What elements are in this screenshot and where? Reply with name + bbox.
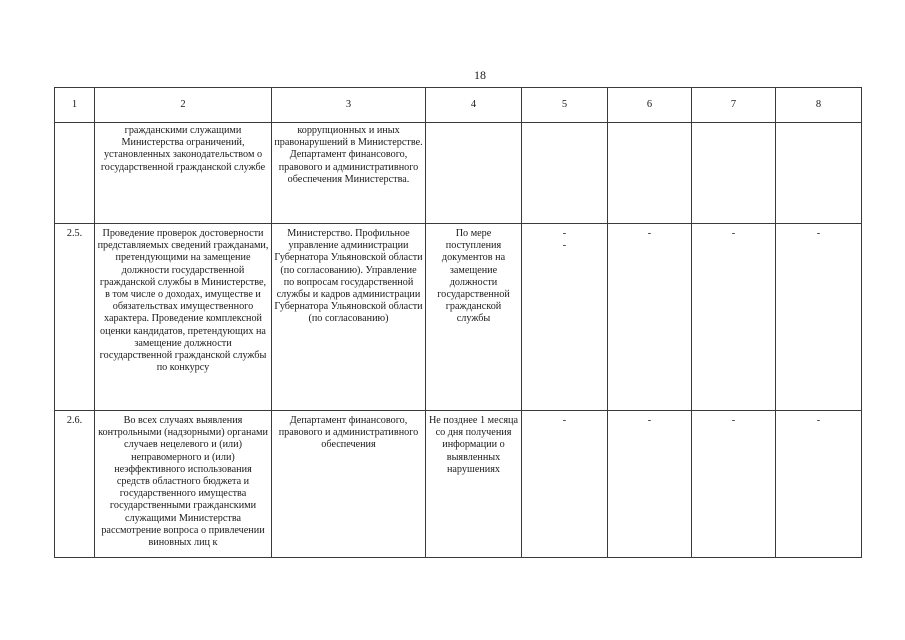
header-row — [55, 88, 862, 123]
cell-7 — [692, 123, 776, 224]
header-cell-1: 1 — [55, 88, 95, 123]
row-number — [55, 123, 95, 224]
measure-cell: гражданскими служащими Министерства ограничений, установленных законодательством о государственной гражданской службе — [95, 123, 272, 224]
plan-table — [54, 87, 862, 558]
table-row — [55, 411, 862, 558]
header-cell-3: 3 — [272, 88, 426, 123]
measure-cell: Во всех случаях выявления контрольными (надзорными) органами случаев нецелевого и (или) неправомерного и (или) неэффективного использования средств областного бюджета и государственного имущества государственными гражданскими служащими Министерства рассмотрение вопроса о привлечении виновных лиц к — [95, 411, 272, 558]
deadline-cell — [426, 123, 522, 224]
table-row — [55, 224, 862, 411]
header-cell-8: 8 — [776, 88, 862, 123]
responsible-cell: Департамент финансового, правового и административного обеспечения — [272, 411, 426, 558]
cell-5: - - — [522, 224, 608, 411]
cell-8: - — [776, 411, 862, 558]
header-cell-2: 2 — [95, 88, 272, 123]
measure-cell: Проведение проверок достоверности представляемых сведений гражданами, претендующими на замещение должности государственной гражданской службы в Министерстве, в том числе о доходах, имуществе и обязательствах имущественного характера. Проведение комплексной оценки кандидатов, претендующих на замещение должности государственной гражданской службы по конкурсу — [95, 224, 272, 411]
cell-8 — [776, 123, 862, 224]
cell-6: - — [608, 224, 692, 411]
cell-6: - — [608, 411, 692, 558]
cell-8: - — [776, 224, 862, 411]
cell-5: - — [522, 411, 608, 558]
responsible-cell: коррупционных и иных правонарушений в Министерстве. Департамент финансового, правового и административного обеспечения Министерства. — [272, 123, 426, 224]
header-cell-5: 5 — [522, 88, 608, 123]
header-cell-6: 6 — [608, 88, 692, 123]
cell-7: - — [692, 411, 776, 558]
deadline-cell: Не позднее 1 месяца со дня получения информации о выявленных нарушениях — [426, 411, 522, 558]
page-number: 18 — [474, 68, 486, 82]
table-row — [55, 123, 862, 224]
header-cell-7: 7 — [692, 88, 776, 123]
row-number: 2.6. — [55, 411, 95, 558]
cell-6 — [608, 123, 692, 224]
header-cell-4: 4 — [426, 88, 522, 123]
responsible-cell: Министерство. Профильное управление администрации Губернатора Ульяновской области (по согласованию). Управление по вопросам государственной службы и кадров администрации Губернатора Ульяновской области (по согласованию) — [272, 224, 426, 411]
deadline-cell: По мере поступления документов на замещение должности государственной гражданской службы — [426, 224, 522, 411]
row-number: 2.5. — [55, 224, 95, 411]
cell-5 — [522, 123, 608, 224]
cell-7: - — [692, 224, 776, 411]
